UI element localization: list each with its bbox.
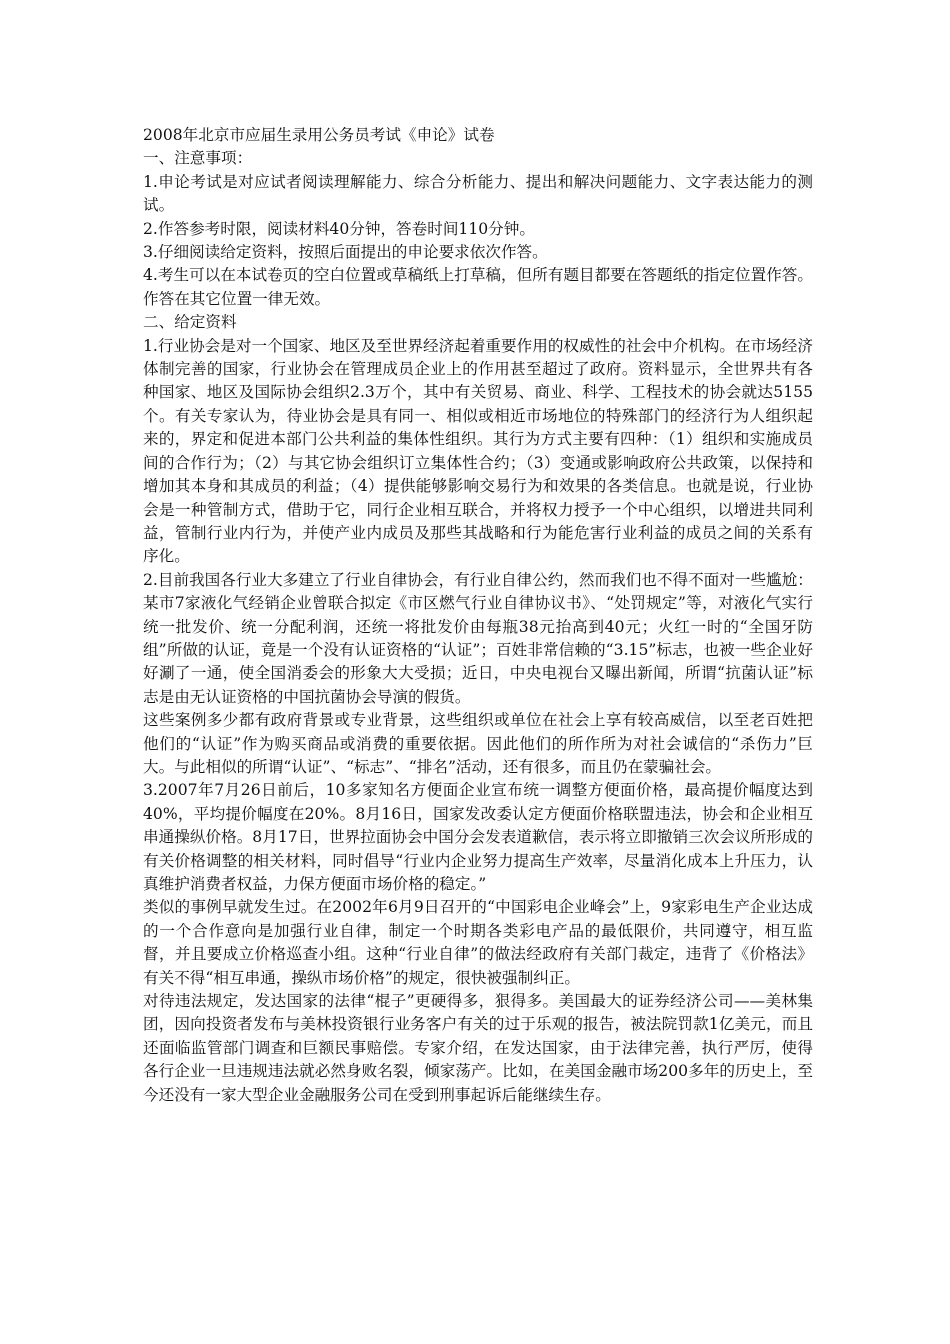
document-page <box>143 124 813 1107</box>
note-item: 4.考生可以在本试卷页的空白位置或草稿纸上打草稿，但所有题目都要在答题纸的指定位置作答。作答在其它位置一律无效。 <box>143 266 813 308</box>
note-item: 1.申论考试是对应试者阅读理解能力、综合分析能力、提出和解决问题能力、文字表达能力的测试。 <box>143 172 813 215</box>
section-heading-materials: 二、给定资料 <box>143 313 237 332</box>
material-paragraph: 2.目前我国各行业大多建立了行业自律协会，有行业自律公约，然而我们也不得不面对一些尴尬： <box>143 570 813 589</box>
material-paragraph: 3.2007年7月26日前后，10多家知名方便面企业宣布统一调整方便面价格，最高提价幅度达到40%，平均提价幅度在20%。8月16日，国家发改委认定方便面价格联盟违法，协会和企业相互串通操纵价格。8月17日，世界拉面协会中国分会发表道歉信，表示将立即撤销三次会议所形成的有关价格调整的相关材料，同时倡导“行业内企业努力提高生产效率，尽量消化成本上升压力，认真维护消费者权益，力保方便面市场价格的稳定。” <box>143 781 813 893</box>
material-paragraph: 类似的事例早就发生过。在2002年6月9日召开的“中国彩电企业峰会”上，9家彩电生产企业达成的一个合作意向是加强行业自律，制定一个时期各类彩电产品的最低限价，共同遵守，相互监督，并且要成立价格巡查小组。这种“行业自律”的做法经政府有关部门裁定，违背了《价格法》有关不得“相互串通，操纵市场价格”的规定，很快被强制纠正。 <box>143 898 813 987</box>
note-item: 3.仔细阅读给定资料，按照后面提出的申论要求依次作答。 <box>143 243 548 262</box>
document-title: 2008年北京市应届生录用公务员考试《申论》试卷 <box>143 126 495 144</box>
material-paragraph: 这些案例多少都有政府背景或专业背景，这些组织或单位在社会上享有较高威信，以至老百姓把他们的“认证”作为购买商品或消费的重要依据。因此他们的所作所为对社会诚信的“杀伤力”巨大。与此相似的所谓“认证”、“标志”、“排名”活动，还有很多，而且仍在蒙骗社会。 <box>143 711 813 776</box>
material-paragraph: 1.行业协会是对一个国家、地区及至世界经济起着重要作用的权威性的社会中介机构。在市场经济体制完善的国家，行业协会在管理成员企业上的作用甚至超过了政府。资料显示，全世界共有各种国家、地区及国际协会组织2.3万个，其中有关贸易、商业、科学、工程技术的协会就达5155个。有关专家认为，待业协会是具有同一、相似或相近市场地位的特殊部门的经济行为人组织起来的，界定和促进本部门公共利益的集体性组织。其行为方式主要有四种：（1）组织和实施成员间的合作行为；（2）与其它协会组织订立集体性合约；（3）变通或影响政府公共政策，以保持和增加其本身和其成员的利益；（4）提供能够影响交易行为和效果的各类信息。也就是说，行业协会是一种管制方式，借助于它，同行企业相互联合，并将权力授予一个中心组织，以增进共同利益，管制行业内行为，并使产业内成员及那些其战略和行为能危害行业利益的成员之间的关系有序化。 <box>143 336 813 566</box>
material-paragraph: 对待违法规定，发达国家的法律“棍子”更硬得多，狠得多。美国最大的证券经济公司——美林集团，因向投资者发布与美林投资银行业务客户有关的过于乐观的报告，被法院罚款1亿美元，而且还面临监管部门调查和巨额民事赔偿。专家介绍，在发达国家，由于法律完善，执行严厉，使得各行企业一旦违规违法就必然身败名裂，倾家荡产。比如，在美国金融市场200多年的历史上，至今还没有一家大型企业金融服务公司在受到刑事起诉后能继续生存。 <box>143 992 813 1104</box>
section-heading-notes: 一、注意事项： <box>143 149 253 168</box>
material-paragraph: 某市7家液化气经销企业曾联合拟定《市区燃气行业自律协议书》、“处罚规定”等，对液化气实行统一批发价、统一分配利润，还统一将批发价由每瓶38元抬高到40元；火红一时的“全国牙防组”所做的认证，竟是一个没有认证资格的“认证”；百姓非常信赖的“3.15”标志，也被一些企业好好涮了一通，使全国消委会的形象大大受损；近日，中央电视台又曝出新闻，所谓“抗菌认证”标志是由无认证资格的中国抗菌协会导演的假货。 <box>143 594 813 706</box>
note-item: 2.作答参考时限，阅读材料40分钟，答卷时间110分钟。 <box>143 219 535 238</box>
